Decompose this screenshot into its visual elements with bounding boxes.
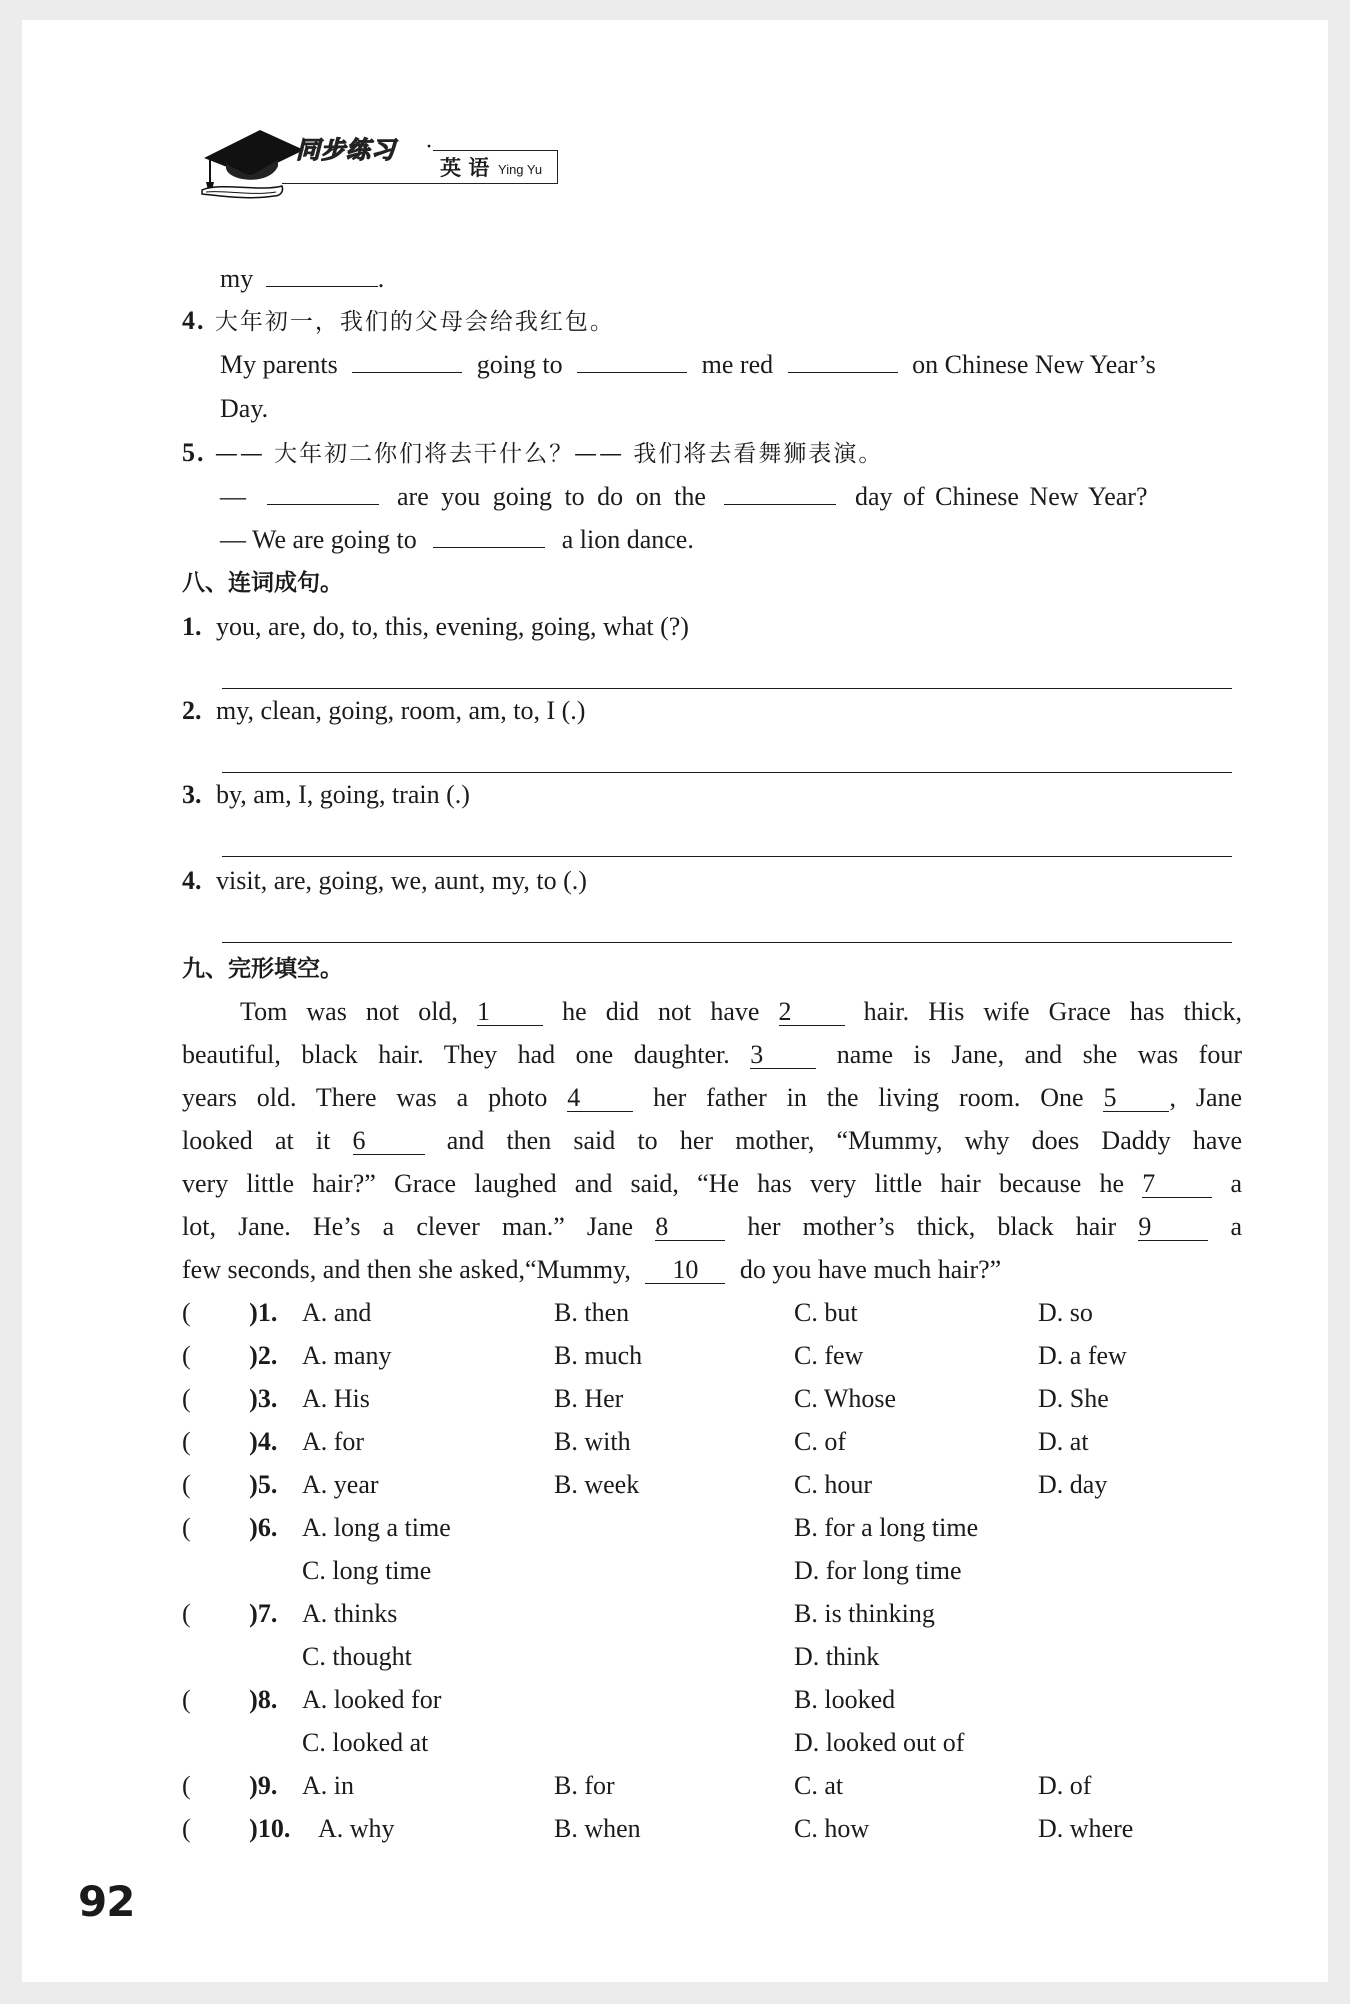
choice-row-1 [182,1298,277,1328]
p8-answer-line-2[interactable] [222,772,1232,773]
choice-row-9 [182,1771,277,1801]
option-d[interactable]: D. a few [1038,1341,1127,1370]
blank-8: 8 [655,1212,725,1241]
option-b[interactable]: B. for a long time [794,1513,979,1542]
answer-paren[interactable]: ( [182,1341,191,1370]
q3-tail-text: my [220,264,254,293]
p8-item-4-number: 4. [182,866,202,895]
answer-paren[interactable]: ( [182,1470,191,1499]
passage-text: a [1230,1169,1243,1198]
option-c[interactable]: C. how [794,1814,870,1843]
option-b[interactable]: B. then [554,1298,630,1327]
option-a[interactable]: A. for [302,1427,365,1456]
choice-number: )7. [249,1599,278,1628]
blank-5: 5 [1103,1083,1169,1112]
q4-english-line [220,350,1156,380]
q5-english-line-1 [220,482,1148,512]
p8-item-2-text: my, clean, going, room, am, to, I (.) [216,696,586,725]
graduation-cap-icon [200,120,310,200]
option-b[interactable]: B. for [554,1771,615,1800]
option-d[interactable]: D. looked out of [794,1728,965,1757]
q4-text-c: me red [701,350,774,379]
passage-line-5 [182,1169,1242,1199]
q4-chinese [182,306,615,337]
passage-text: few seconds, and then she asked,“Mummy, [182,1255,631,1284]
option-b[interactable]: B. with [554,1427,631,1456]
p8-answer-line-1[interactable] [222,688,1232,689]
q5-text-b: day of Chinese New Year? [854,482,1148,511]
choice-number: )5. [249,1470,278,1499]
q4-blank-3 [788,350,898,373]
answer-paren[interactable]: ( [182,1513,191,1542]
option-a[interactable]: A. looked for [302,1685,442,1714]
choice-number: )6. [249,1513,278,1542]
passage-text: and then said to her mother, “Mummy, why does Daddy have [446,1126,1242,1155]
option-b[interactable]: B. looked [794,1685,896,1714]
passage-text: , Jane [1169,1083,1243,1112]
passage-text: looked at it [182,1126,331,1155]
answer-paren[interactable]: ( [182,1771,191,1800]
answer-paren[interactable]: ( [182,1298,191,1327]
q5-dash: — [220,482,246,511]
p8-item-3-text: by, am, I, going, train (.) [216,780,470,809]
passage-line-2 [182,1040,1242,1070]
q3-end: . [377,264,385,293]
passage-line-7 [182,1255,1001,1285]
q4-text-e: Day. [220,394,269,423]
option-c[interactable]: C. thought [302,1642,412,1671]
passage-line-4 [182,1126,1242,1156]
brand-title: 同步练习 [296,136,396,164]
option-c[interactable]: C. but [794,1298,858,1327]
p8-item-2 [182,696,585,726]
passage-text: lot, Jane. He’s a clever man.” Jane [182,1212,634,1241]
q4-text-b: going to [476,350,563,379]
option-b[interactable]: B. when [554,1814,641,1843]
blank-1: 1 [477,997,543,1026]
passage-line-6 [182,1212,1242,1242]
option-a[interactable]: A. year [302,1470,379,1499]
choice-number: )2. [249,1341,278,1370]
header-rule [282,183,558,184]
p8-item-1 [182,612,689,642]
option-a[interactable]: A. in [302,1771,354,1800]
blank-9: 9 [1138,1212,1208,1241]
option-c[interactable]: C. at [794,1771,844,1800]
option-c[interactable]: C. of [794,1427,846,1456]
page-header [200,120,560,200]
passage-text: do you have much hair?” [739,1255,1002,1284]
q5-chinese [182,438,883,469]
section-8-title: 八、连词成句。 [182,570,343,596]
option-a[interactable]: A. many [302,1341,392,1370]
q4-number: 4. [182,306,206,335]
passage-text: he did not have [562,997,760,1026]
q4-text-a: My parents [220,350,338,379]
answer-paren[interactable]: ( [182,1384,191,1413]
option-d[interactable]: D. where [1038,1814,1134,1843]
choice-number: )3. [249,1384,278,1413]
option-d[interactable]: D. of [1038,1771,1092,1800]
q4-blank-2 [577,350,687,373]
choice-row-10 [182,1814,290,1844]
q5-text-d: a lion dance. [561,525,694,554]
answer-paren[interactable]: ( [182,1599,191,1628]
p8-answer-line-3[interactable] [222,856,1232,857]
q5-blank-1 [267,482,379,505]
option-b[interactable]: B. Her [554,1384,624,1413]
workbook-page [22,20,1328,1982]
option-b[interactable]: B. is thinking [794,1599,935,1628]
option-a[interactable]: A. and [302,1298,372,1327]
choice-number: )4. [249,1427,278,1456]
p8-item-2-number: 2. [182,696,202,725]
blank-3: 3 [750,1040,816,1069]
option-c[interactable]: C. few [794,1341,864,1370]
choice-row-7 [182,1599,277,1629]
choice-number: )10. [249,1814,291,1843]
blank-7: 7 [1142,1169,1212,1198]
passage-text: very little hair?” Grace laughed and said, “He has very little hair because he [182,1169,1125,1198]
passage-text: beautiful, black hair. They had one daughter. [182,1040,730,1069]
page-number: 92 [78,1877,135,1926]
choice-number: )8. [249,1685,278,1714]
option-d[interactable]: D. so [1038,1298,1093,1327]
option-c[interactable]: C. hour [794,1470,872,1499]
subject-pinyin: Ying Yu [498,162,543,177]
option-d[interactable]: D. day [1038,1470,1108,1499]
option-d[interactable]: D. She [1038,1384,1109,1413]
option-c[interactable]: C. long time [302,1556,432,1585]
p8-answer-line-4[interactable] [222,942,1232,943]
q4-chinese-text: 大年初一，我们的父母会给我红包。 [214,309,615,335]
header-dot: · [425,134,433,160]
blank-4: 4 [567,1083,633,1112]
q5-english-line-2 [220,525,694,555]
option-b[interactable]: B. much [554,1341,643,1370]
q5-number: 5. [182,438,206,467]
option-b[interactable]: B. week [554,1470,640,1499]
passage-text: her mother’s thick, black hair [747,1212,1117,1241]
option-a[interactable]: A. His [302,1384,370,1413]
passage-text: years old. There was a photo [182,1083,548,1112]
choice-number: )9. [249,1771,278,1800]
q5-blank-3 [433,525,545,548]
answer-paren[interactable]: ( [182,1685,191,1714]
q3-tail-line [220,264,384,294]
p8-item-1-number: 1. [182,612,202,641]
passage-text: Tom was not old, [240,997,458,1026]
p8-item-3 [182,780,470,810]
option-a[interactable]: A. thinks [302,1599,398,1628]
p8-item-4-text: visit, are, going, we, aunt, my, to (.) [216,866,587,895]
choice-row-2 [182,1341,277,1371]
blank-6: 6 [353,1126,425,1155]
option-d[interactable]: D. think [794,1642,880,1671]
choice-row-8 [182,1685,277,1715]
q5-text-c: — We are going to [220,525,417,554]
q4-text-d: on Chinese New Year’s [912,350,1156,379]
passage-line-3 [182,1083,1242,1113]
option-c[interactable]: C. looked at [302,1728,429,1757]
answer-paren[interactable]: ( [182,1427,191,1456]
choice-row-4 [182,1427,277,1457]
q5-text-a: are you going to do on the [397,482,706,511]
blank-10: 10 [645,1255,725,1284]
option-a[interactable]: A. long a time [302,1513,451,1542]
option-a[interactable]: A. why [318,1814,395,1843]
answer-paren[interactable]: ( [182,1814,191,1843]
passage-text: a [1230,1212,1242,1241]
p8-item-1-text: you, are, do, to, this, evening, going, what (?) [216,612,689,641]
q5-chinese-text: —— 大年初二你们将去干什么？—— 我们将去看舞狮表演。 [214,441,884,467]
section-9-title: 九、完形填空。 [182,956,343,982]
choice-row-5 [182,1470,277,1500]
passage-line-1 [182,997,1242,1027]
option-d[interactable]: D. at [1038,1427,1089,1456]
q4-blank-1 [352,350,462,373]
q4-english-line-2 [220,394,268,424]
blank-2: 2 [779,997,845,1026]
p8-item-3-number: 3. [182,780,202,809]
choice-number: )1. [249,1298,278,1327]
q3-blank [266,264,378,287]
choice-row-3 [182,1384,277,1414]
option-d[interactable]: D. for long time [794,1556,962,1585]
p8-item-4 [182,866,587,896]
option-c[interactable]: C. Whose [794,1384,897,1413]
subject-label: 英 语 [440,156,490,180]
passage-text: hair. His wife Grace has thick, [863,997,1243,1026]
q5-blank-2 [724,482,836,505]
passage-text: name is Jane, and she was four [836,1040,1243,1069]
choice-row-6 [182,1513,277,1543]
passage-text: her father in the living room. One [653,1083,1084,1112]
